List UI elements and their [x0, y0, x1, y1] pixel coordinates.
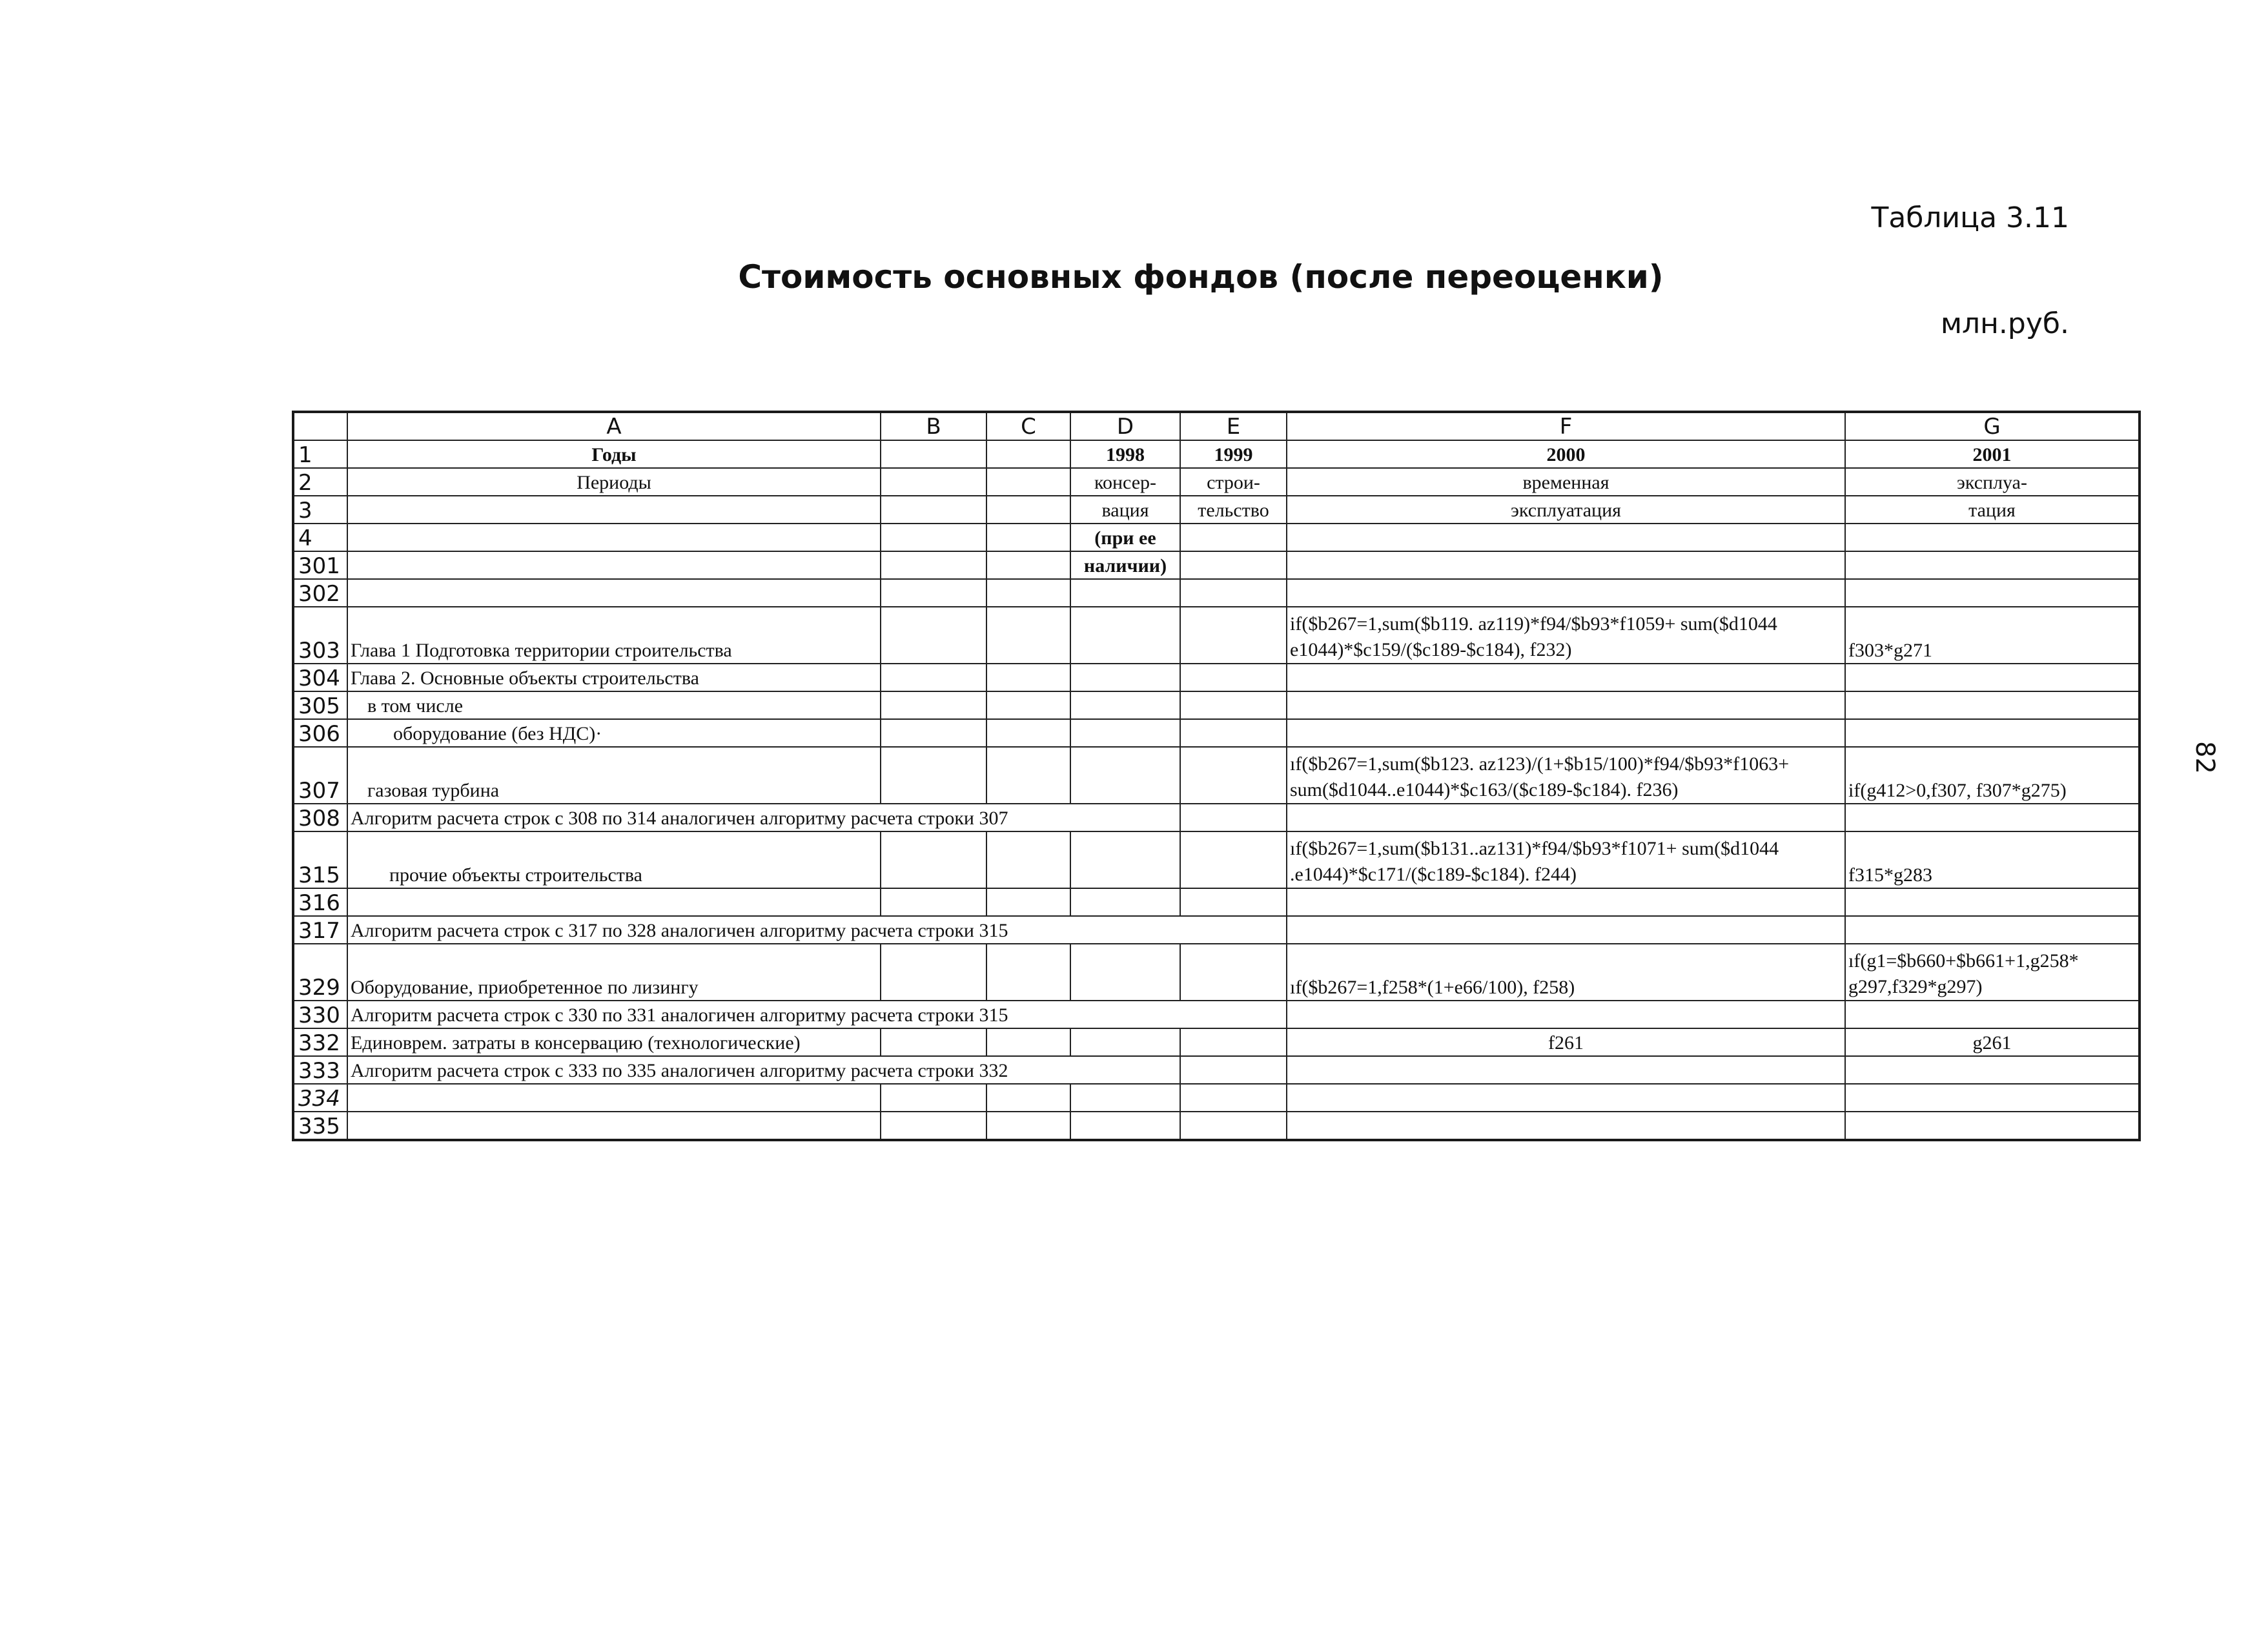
cell-d[interactable]	[1070, 1084, 1180, 1112]
cell-f[interactable]	[1287, 691, 1845, 719]
cell-b[interactable]	[881, 719, 986, 747]
table-row	[293, 804, 2140, 831]
cell-d[interactable]	[1070, 1028, 1180, 1056]
cell-g[interactable]	[1845, 579, 2140, 607]
cell-b[interactable]	[881, 468, 986, 496]
cell-c[interactable]	[986, 664, 1070, 691]
row-number[interactable]: 317	[293, 916, 347, 944]
cell-f[interactable]	[1287, 1084, 1845, 1112]
row-number[interactable]: 334	[293, 1084, 347, 1112]
cell-f[interactable]	[1287, 579, 1845, 607]
cell-g[interactable]: тация	[1845, 496, 2140, 524]
column-header-c[interactable]: C	[986, 412, 1070, 440]
cell-f[interactable]	[1287, 916, 1845, 944]
cell-e[interactable]	[1180, 804, 1287, 831]
cell-b[interactable]	[881, 888, 986, 916]
cell-a[interactable]	[347, 1001, 1287, 1028]
cell-g[interactable]: 2001	[1845, 440, 2140, 468]
cell-d[interactable]	[1070, 607, 1180, 664]
cell-g[interactable]	[1845, 888, 2140, 916]
table-label: Таблица 3.11	[1871, 201, 2069, 234]
cell-a[interactable]: оборудование (без НДС)·	[347, 719, 881, 747]
cell-b[interactable]	[881, 1112, 986, 1140]
cell-c[interactable]	[986, 440, 1070, 468]
cell-f[interactable]: ıf($b267=1,f258*(1+e66/100), f258)	[1287, 944, 1845, 1001]
cell-a[interactable]: Периоды	[347, 468, 881, 496]
cell-c[interactable]	[986, 747, 1070, 804]
row-number[interactable]: 301	[293, 551, 347, 579]
cell-a[interactable]: в том числе	[347, 691, 881, 719]
table-row	[293, 747, 2140, 804]
cell-d[interactable]	[1070, 579, 1180, 607]
cell-b[interactable]	[881, 607, 986, 664]
cell-f[interactable]	[1287, 1001, 1845, 1028]
cell-f[interactable]: 2000	[1287, 440, 1845, 468]
cell-a[interactable]: Глава 1 Подготовка территории строительства	[347, 607, 881, 664]
cell-c[interactable]	[986, 551, 1070, 579]
cell-c[interactable]	[986, 607, 1070, 664]
cell-a[interactable]	[347, 1084, 881, 1112]
table-row	[293, 551, 2140, 579]
cell-b[interactable]	[881, 579, 986, 607]
cell-e[interactable]: 1999	[1180, 440, 1287, 468]
cell-c[interactable]	[986, 888, 1070, 916]
cell-a[interactable]	[347, 888, 881, 916]
cell-c[interactable]	[986, 691, 1070, 719]
cell-a[interactable]	[347, 1112, 881, 1140]
row-number[interactable]: 332	[293, 1028, 347, 1056]
cell-b[interactable]	[881, 1028, 986, 1056]
cell-f[interactable]	[1287, 664, 1845, 691]
table-row	[293, 440, 2140, 468]
row-number[interactable]: 316	[293, 888, 347, 916]
cell-d[interactable]	[1070, 1112, 1180, 1140]
table-row	[293, 496, 2140, 524]
cell-e[interactable]	[1180, 551, 1287, 579]
cell-d[interactable]: наличии)	[1070, 551, 1180, 579]
cell-b[interactable]	[881, 551, 986, 579]
cell-e[interactable]: тельство	[1180, 496, 1287, 524]
cell-a[interactable]	[347, 916, 1287, 944]
cell-g[interactable]	[1845, 1001, 2140, 1028]
cell-f[interactable]: временная	[1287, 468, 1845, 496]
row-number[interactable]: 308	[293, 804, 347, 831]
cell-g[interactable]	[1845, 1084, 2140, 1112]
cell-f[interactable]	[1287, 524, 1845, 551]
cell-e[interactable]	[1180, 691, 1287, 719]
cell-a[interactable]: Глава 2. Основные объекты строительства	[347, 664, 881, 691]
cell-e[interactable]	[1180, 607, 1287, 664]
cell-a[interactable]: Единоврем. затраты в консервацию (технологические)	[347, 1028, 881, 1056]
column-header-e[interactable]: E	[1180, 412, 1287, 440]
table-row	[293, 831, 2140, 888]
cell-a[interactable]: прочие объекты строительства	[347, 831, 881, 888]
cell-d[interactable]	[1070, 719, 1180, 747]
cell-e[interactable]	[1180, 944, 1287, 1001]
cell-c[interactable]	[986, 1028, 1070, 1056]
cell-e[interactable]	[1180, 1084, 1287, 1112]
cell-c[interactable]	[986, 579, 1070, 607]
cell-f[interactable]: if($b267=1,sum($b119. az119)*f94/$b93*f1059+ sum($d1044 e1044)*$c159/($c189-$c184), f232)	[1287, 607, 1845, 664]
cell-f[interactable]	[1287, 888, 1845, 916]
table-row	[293, 1001, 2140, 1028]
cell-b[interactable]	[881, 831, 986, 888]
column-header-a[interactable]: A	[347, 412, 881, 440]
table-row	[293, 1084, 2140, 1112]
table-row	[293, 944, 2140, 1001]
cell-b[interactable]	[881, 944, 986, 1001]
table-row	[293, 1028, 2140, 1056]
cell-e[interactable]	[1180, 664, 1287, 691]
cell-d[interactable]	[1070, 664, 1180, 691]
cell-d[interactable]	[1070, 747, 1180, 804]
page-number: 82	[2190, 741, 2220, 774]
cell-e[interactable]: строи-	[1180, 468, 1287, 496]
cell-a[interactable]: Оборудование, приобретенное по лизингу	[347, 944, 881, 1001]
cell-b[interactable]	[881, 1084, 986, 1112]
cell-f[interactable]: f261	[1287, 1028, 1845, 1056]
row-number[interactable]: 305	[293, 691, 347, 719]
row-number[interactable]: 302	[293, 579, 347, 607]
cell-f[interactable]: ıf($b267=1,sum($b131..az131)*f94/$b93*f1071+ sum($d1044 .e1044)*$c171/($c189-$c184). f244)	[1287, 831, 1845, 888]
row-number[interactable]: 4	[293, 524, 347, 551]
cell-g[interactable]	[1845, 664, 2140, 691]
table-row	[293, 579, 2140, 607]
cell-g[interactable]	[1845, 719, 2140, 747]
cell-g[interactable]	[1845, 916, 2140, 944]
cell-f[interactable]	[1287, 719, 1845, 747]
cell-b[interactable]	[881, 524, 986, 551]
cell-g[interactable]	[1845, 1056, 2140, 1084]
cell-a[interactable]	[347, 496, 881, 524]
cell-e[interactable]	[1180, 579, 1287, 607]
cell-a[interactable]	[347, 579, 881, 607]
cell-a[interactable]	[347, 524, 881, 551]
unit-label: млн.руб.	[1940, 307, 2069, 340]
cell-c[interactable]	[986, 524, 1070, 551]
table-row	[293, 468, 2140, 496]
cell-a-text: Алгоритм расчета строк с 308 по 314 аналогичен алгоритму расчета строки 307	[351, 808, 1008, 829]
column-header-d[interactable]: D	[1070, 412, 1180, 440]
row-number[interactable]: 315	[293, 831, 347, 888]
cell-b[interactable]	[881, 747, 986, 804]
cell-a[interactable]: газовая турбина	[347, 747, 881, 804]
cell-e[interactable]	[1180, 831, 1287, 888]
cell-b[interactable]	[881, 440, 986, 468]
table-row	[293, 691, 2140, 719]
cell-f[interactable]: эксплуатация	[1287, 496, 1845, 524]
table-row	[293, 524, 2140, 551]
cell-g[interactable]	[1845, 691, 2140, 719]
cell-d[interactable]	[1070, 888, 1180, 916]
cell-e[interactable]	[1180, 1112, 1287, 1140]
cell-f[interactable]	[1287, 1056, 1845, 1084]
cell-f[interactable]	[1287, 804, 1845, 831]
spreadsheet-table	[292, 411, 2141, 1141]
cell-f[interactable]: ıf($b267=1,sum($b123. az123)/(1+$b15/100)*f94/$b93*f1063+ sum($d1044..e1044)*$c163/($c189-$c184). f236)	[1287, 747, 1845, 804]
column-header-row	[293, 412, 2140, 440]
cell-b[interactable]	[881, 664, 986, 691]
row-number[interactable]: 303	[293, 607, 347, 664]
cell-a-text: Алгоритм расчета строк с 330 по 331 аналогичен алгоритму расчета строки 315	[351, 1004, 1008, 1026]
table-row	[293, 916, 2140, 944]
table-row	[293, 719, 2140, 747]
cell-c[interactable]	[986, 1084, 1070, 1112]
cell-d[interactable]: вация	[1070, 496, 1180, 524]
cell-c[interactable]	[986, 468, 1070, 496]
row-number[interactable]: 329	[293, 944, 347, 1001]
page-title: Стоимость основных фондов (после переоценки)	[738, 258, 1664, 296]
cell-g[interactable]	[1845, 804, 2140, 831]
cell-c[interactable]	[986, 944, 1070, 1001]
cell-e[interactable]	[1180, 1028, 1287, 1056]
cell-g[interactable]: эксплуа-	[1845, 468, 2140, 496]
column-header-b[interactable]: B	[881, 412, 986, 440]
table-row	[293, 1056, 2140, 1084]
column-header-f[interactable]: F	[1287, 412, 1845, 440]
cell-g[interactable]	[1845, 524, 2140, 551]
row-number[interactable]: 333	[293, 1056, 347, 1084]
row-number[interactable]: 304	[293, 664, 347, 691]
row-number[interactable]: 330	[293, 1001, 347, 1028]
cell-g[interactable]: if(g412>0,f307, f307*g275)	[1845, 747, 2140, 804]
cell-a[interactable]: Годы	[347, 440, 881, 468]
cell-a-text: Алгоритм расчета строк с 317 по 328 аналогичен алгоритму расчета строки 315	[351, 920, 1008, 941]
cell-d[interactable]	[1070, 831, 1180, 888]
cell-g[interactable]: ıf(g1=$b660+$b661+1,g258* g297,f329*g297)	[1845, 944, 2140, 1001]
corner-cell[interactable]	[293, 412, 347, 440]
row-number[interactable]: 2	[293, 468, 347, 496]
table-row	[293, 1112, 2140, 1140]
cell-c[interactable]	[986, 496, 1070, 524]
cell-e[interactable]	[1180, 1056, 1287, 1084]
row-number[interactable]: 3	[293, 496, 347, 524]
cell-b[interactable]	[881, 691, 986, 719]
cell-e[interactable]	[1180, 747, 1287, 804]
cell-g[interactable]	[1845, 551, 2140, 579]
row-number[interactable]: 1	[293, 440, 347, 468]
cell-d[interactable]: 1998	[1070, 440, 1180, 468]
cell-d[interactable]: (при ее	[1070, 524, 1180, 551]
table-row	[293, 888, 2140, 916]
cell-g[interactable]	[1845, 1112, 2140, 1140]
cell-a[interactable]	[347, 804, 1180, 831]
cell-d[interactable]	[1070, 944, 1180, 1001]
cell-b[interactable]	[881, 496, 986, 524]
row-number[interactable]: 307	[293, 747, 347, 804]
cell-d[interactable]	[1070, 691, 1180, 719]
row-number[interactable]: 335	[293, 1112, 347, 1140]
cell-c[interactable]	[986, 1112, 1070, 1140]
cell-a[interactable]	[347, 1056, 1180, 1084]
cell-f[interactable]	[1287, 1112, 1845, 1140]
cell-c[interactable]	[986, 831, 1070, 888]
cell-e[interactable]	[1180, 719, 1287, 747]
cell-a-text: Алгоритм расчета строк с 333 по 335 аналогичен алгоритму расчета строки 332	[351, 1060, 1008, 1081]
column-header-g[interactable]: G	[1845, 412, 2140, 440]
row-number[interactable]: 306	[293, 719, 347, 747]
cell-f[interactable]	[1287, 551, 1845, 579]
table-row	[293, 607, 2140, 664]
table-row	[293, 664, 2140, 691]
cell-g[interactable]: f303*g271	[1845, 607, 2140, 664]
cell-c[interactable]	[986, 719, 1070, 747]
cell-g[interactable]: f315*g283	[1845, 831, 2140, 888]
cell-e[interactable]	[1180, 524, 1287, 551]
cell-g[interactable]: g261	[1845, 1028, 2140, 1056]
cell-a[interactable]	[347, 551, 881, 579]
cell-e[interactable]	[1180, 888, 1287, 916]
cell-d[interactable]: консер-	[1070, 468, 1180, 496]
